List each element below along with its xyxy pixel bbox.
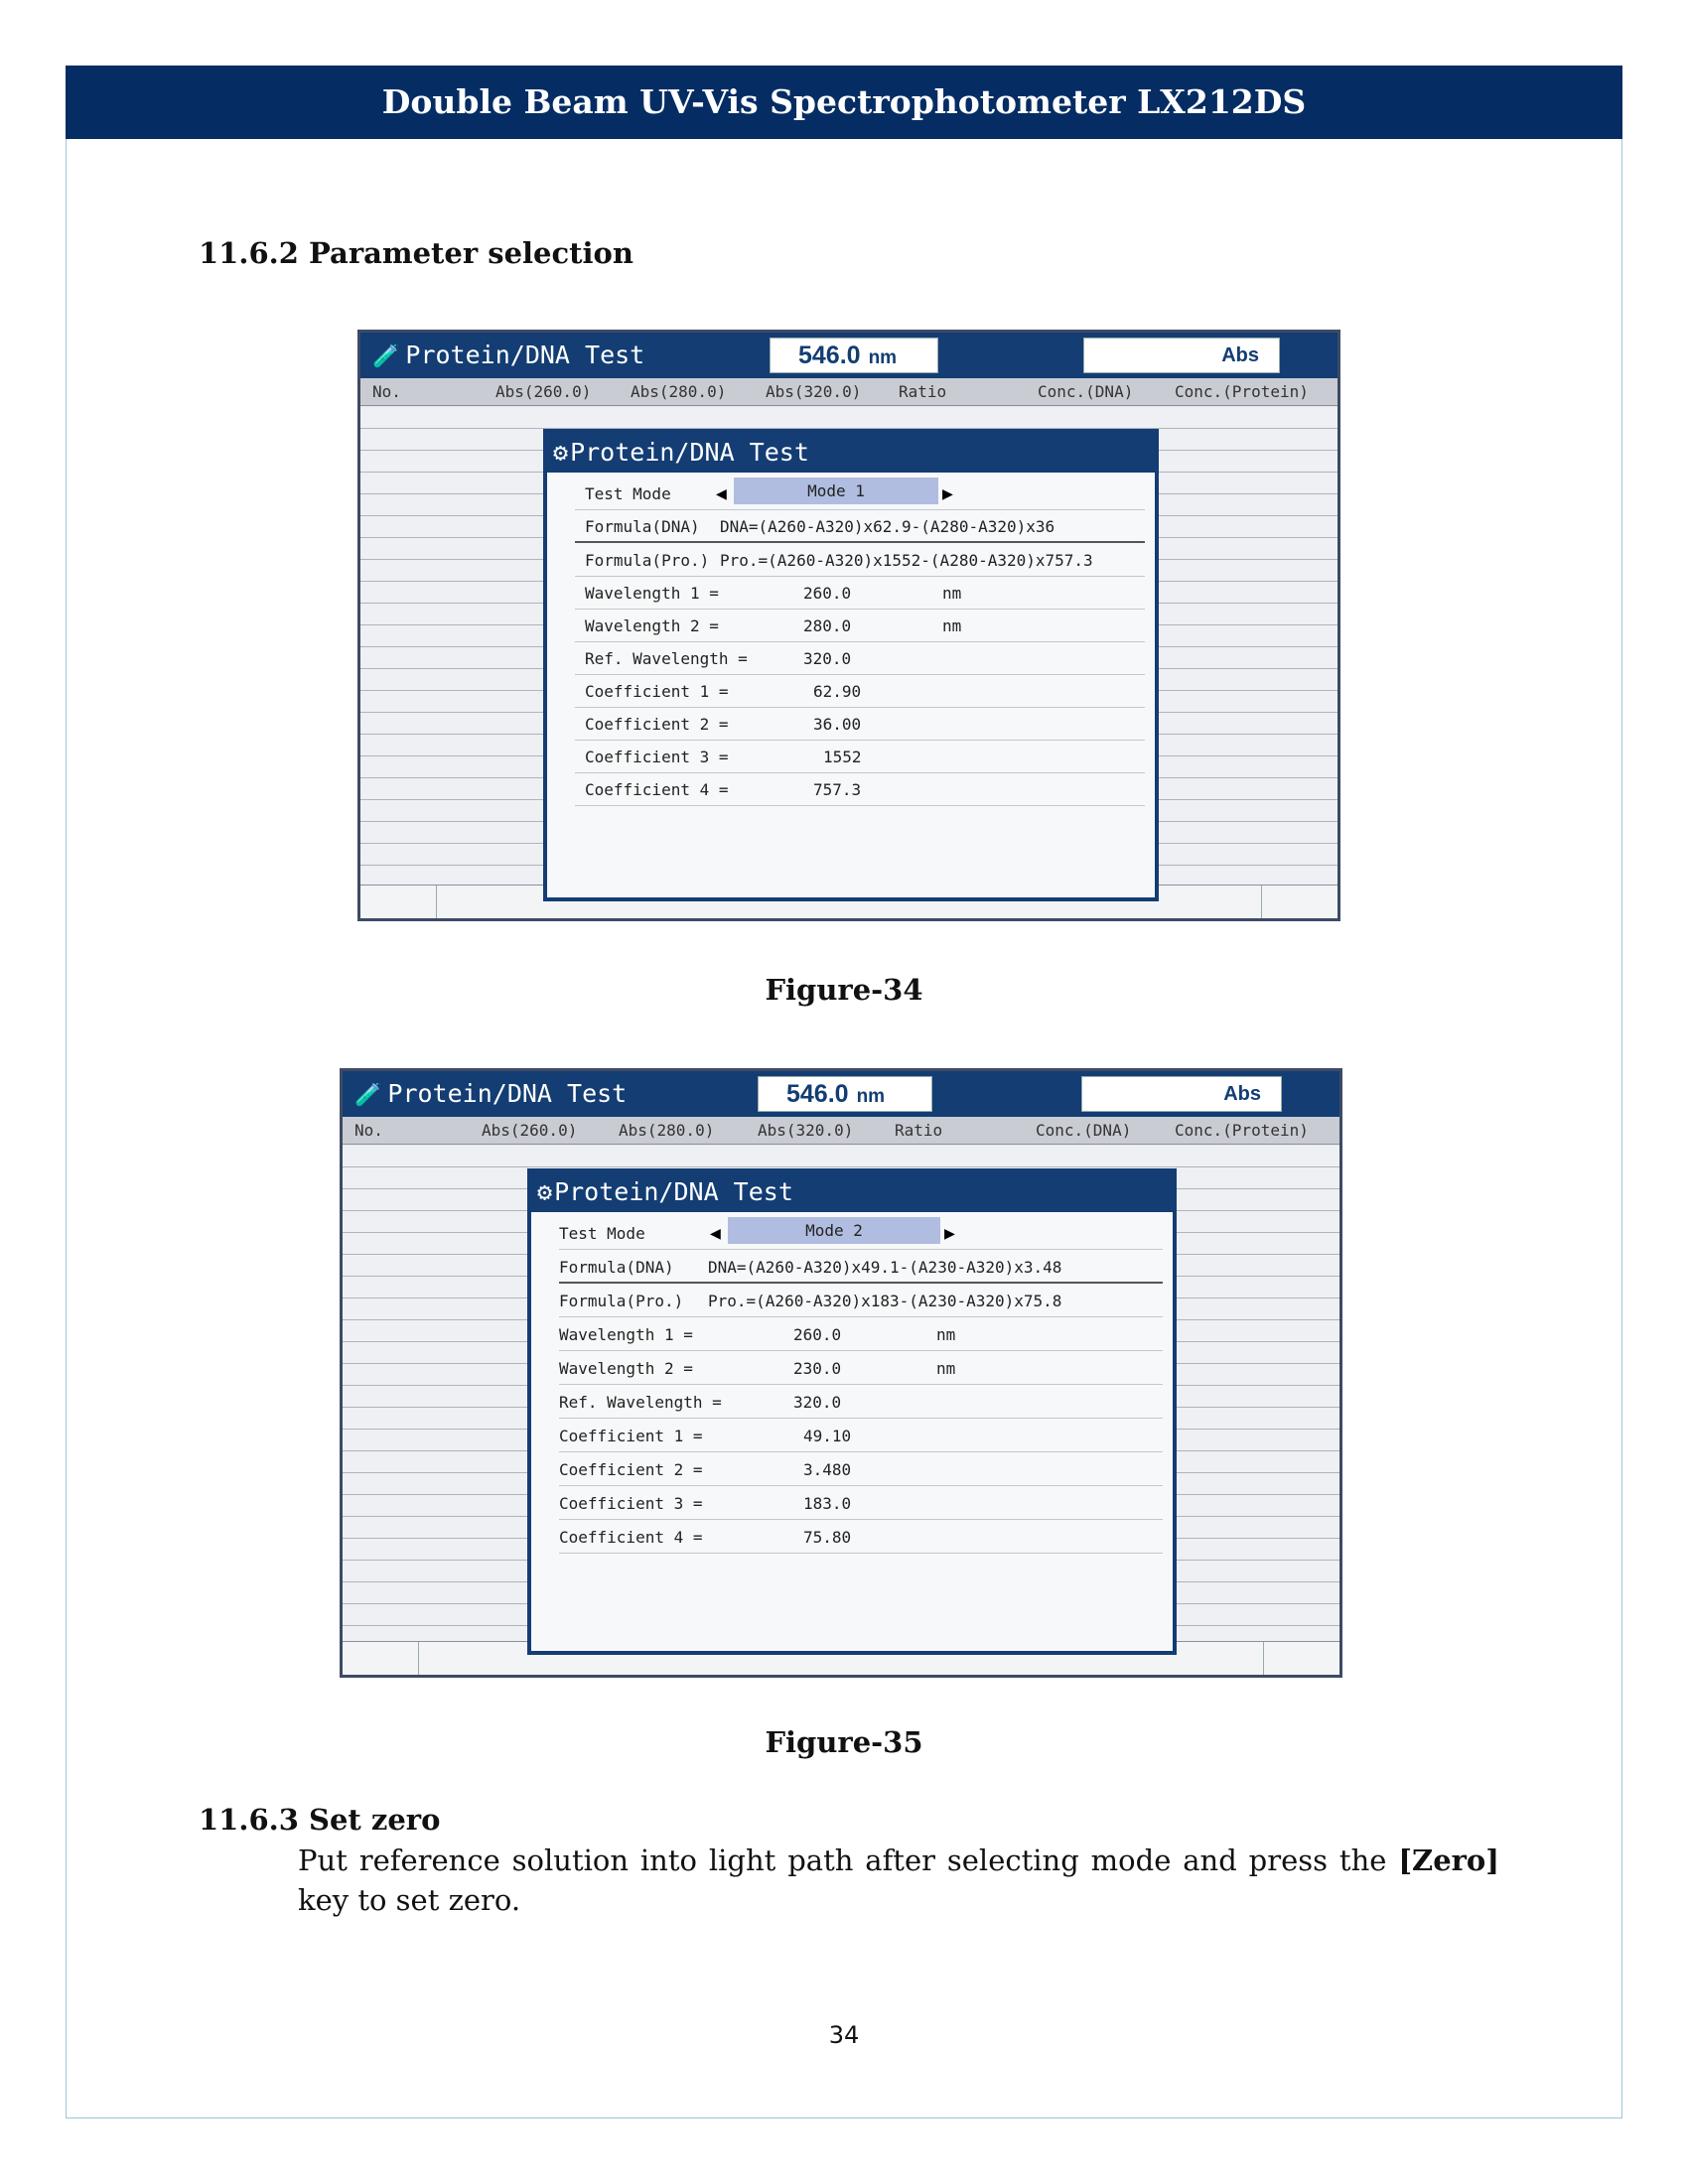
section-heading-set-zero: 11.6.3 Set zero bbox=[199, 1803, 441, 1837]
column-header: Abs(280.0) bbox=[631, 382, 727, 401]
column-header: Conc.(Protein) bbox=[1175, 1121, 1309, 1140]
app-title-bar bbox=[360, 333, 1337, 378]
flask-icon: 🧪 bbox=[372, 344, 400, 369]
param-row[interactable]: Coefficient 4 = 757.3 bbox=[575, 773, 1145, 806]
gear-icon: ⚙ bbox=[537, 1177, 553, 1206]
dialog-title: ⚙Protein/DNA Test bbox=[547, 433, 1155, 473]
param-row[interactable]: Wavelength 2 = 280.0 nm bbox=[575, 610, 1145, 642]
gear-icon: ⚙ bbox=[553, 438, 569, 467]
protein-dna-dialog bbox=[543, 429, 1159, 901]
flask-icon: 🧪 bbox=[354, 1083, 382, 1108]
param-row[interactable]: Coefficient 1 = 49.10 bbox=[559, 1420, 1163, 1452]
column-header: Abs(260.0) bbox=[495, 382, 592, 401]
formula-protein-row: Formula(Pro.) Pro.=(A260-A320)x1552-(A280-A320)x757.3 bbox=[575, 544, 1145, 577]
column-header: Abs(280.0) bbox=[619, 1121, 715, 1140]
formula-dna-row: Formula(DNA) DNA=(A260-A320)x62.9-(A280-A320)x36 bbox=[575, 510, 1145, 543]
measure-mode-display: Abs bbox=[1081, 1076, 1282, 1112]
zero-key-label: [Zero] bbox=[1398, 1843, 1499, 1877]
param-row[interactable]: Wavelength 1 = 260.0 nm bbox=[575, 577, 1145, 610]
figure-34-screenshot bbox=[357, 330, 1340, 921]
test-mode-label: Test Mode bbox=[585, 484, 671, 503]
dialog-title: ⚙Protein/DNA Test bbox=[531, 1172, 1173, 1212]
column-header: Abs(320.0) bbox=[758, 1121, 854, 1140]
column-header: Abs(320.0) bbox=[766, 382, 862, 401]
arrow-right-icon[interactable]: ▶ bbox=[944, 1223, 955, 1244]
column-header: No. bbox=[372, 382, 401, 401]
section-heading-parameter-selection: 11.6.2 Parameter selection bbox=[199, 236, 633, 270]
figure-35-screenshot bbox=[340, 1068, 1342, 1678]
formula-protein-row: Formula(Pro.) Pro.=(A260-A320)x183-(A230-A320)x75.8 bbox=[559, 1285, 1163, 1317]
app-title-bar bbox=[343, 1071, 1339, 1117]
column-header: Conc.(DNA) bbox=[1038, 382, 1134, 401]
arrow-left-icon[interactable]: ◀ bbox=[710, 1223, 721, 1244]
measure-mode-display: Abs bbox=[1083, 338, 1280, 373]
figure-caption: Figure-35 bbox=[765, 1725, 923, 1759]
param-row[interactable]: Coefficient 4 = 75.80 bbox=[559, 1521, 1163, 1554]
test-mode-row[interactable] bbox=[559, 1217, 1163, 1250]
param-row[interactable]: Ref. Wavelength = 320.0 bbox=[559, 1386, 1163, 1419]
column-header: No. bbox=[354, 1121, 383, 1140]
arrow-left-icon[interactable]: ◀ bbox=[716, 483, 727, 504]
formula-dna-row: Formula(DNA) DNA=(A260-A320)x49.1-(A230-A320)x3.48 bbox=[559, 1251, 1163, 1284]
table-header bbox=[360, 378, 1337, 406]
param-row[interactable]: Coefficient 3 = 1552 bbox=[575, 741, 1145, 773]
set-zero-paragraph: Put reference solution into light path after selecting mode and press the [Zero] key to set zero. bbox=[298, 1843, 1499, 1917]
param-row[interactable]: Coefficient 2 = 36.00 bbox=[575, 708, 1145, 741]
param-row[interactable]: Coefficient 3 = 183.0 bbox=[559, 1487, 1163, 1520]
param-row[interactable]: Coefficient 2 = 3.480 bbox=[559, 1453, 1163, 1486]
arrow-right-icon[interactable]: ▶ bbox=[942, 483, 953, 504]
param-row[interactable]: Wavelength 2 = 230.0 nm bbox=[559, 1352, 1163, 1385]
test-mode-label: Test Mode bbox=[559, 1224, 645, 1243]
page-number: 34 bbox=[828, 2021, 860, 2049]
test-mode-select[interactable]: Mode 1 bbox=[734, 478, 938, 504]
column-header: Conc.(Protein) bbox=[1175, 382, 1309, 401]
param-row[interactable]: Coefficient 1 = 62.90 bbox=[575, 675, 1145, 708]
param-row[interactable]: Wavelength 1 = 260.0 nm bbox=[559, 1318, 1163, 1351]
table-header bbox=[343, 1117, 1339, 1145]
column-header: Conc.(DNA) bbox=[1036, 1121, 1132, 1140]
column-header: Abs(260.0) bbox=[482, 1121, 578, 1140]
column-header: Ratio bbox=[895, 1121, 943, 1140]
column-header: Ratio bbox=[899, 382, 947, 401]
app-title: 🧪 Protein/DNA Test bbox=[372, 341, 645, 369]
param-row[interactable]: Ref. Wavelength = 320.0 bbox=[575, 642, 1145, 675]
page-header: Double Beam UV-Vis Spectrophotometer LX212DS bbox=[66, 66, 1622, 139]
test-mode-select[interactable]: Mode 2 bbox=[728, 1217, 940, 1244]
wavelength-display: 546.0 nm bbox=[770, 338, 938, 373]
figure-caption: Figure-34 bbox=[765, 973, 923, 1007]
app-title: 🧪 Protein/DNA Test bbox=[354, 1079, 628, 1108]
wavelength-display: 546.0 nm bbox=[758, 1076, 932, 1112]
test-mode-row[interactable] bbox=[575, 478, 1145, 510]
protein-dna-dialog bbox=[527, 1168, 1177, 1655]
